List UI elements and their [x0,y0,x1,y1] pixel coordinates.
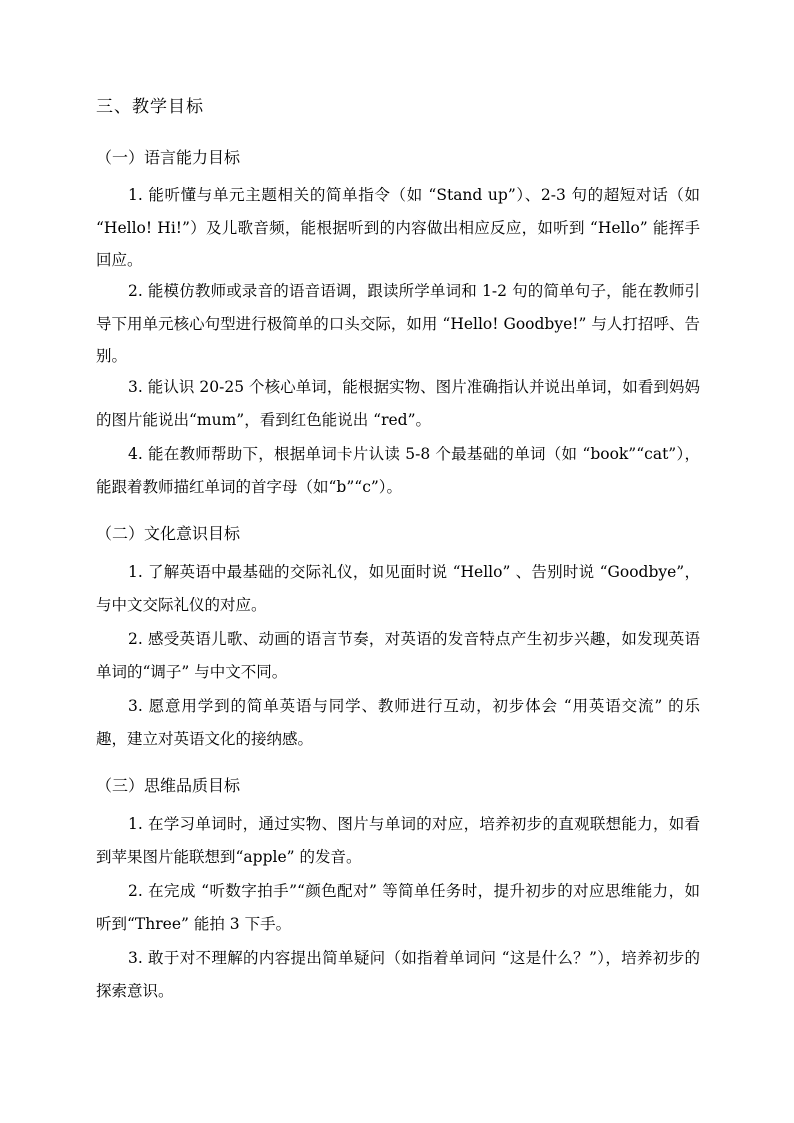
paragraph-language-2: 2. 能模仿教师或录音的语音语调，跟读所学单词和 1-2 句的简单句子，能在教师引导下用单元核心句型进行极简单的口头交际，如用 “Hello! Goodbye!” 与人打招呼、告别。 [96,282,700,365]
section-title-language: （一）语言能力目标 [96,148,241,167]
section-title-thinking: （三）思维品质目标 [96,776,241,795]
paragraph-culture-2: 2. 感受英语儿歌、动画的语言节奏，对英语的发音特点产生初步兴趣，如发现英语单词的“调子” 与中文不同。 [96,630,700,681]
section-title-culture: （二）文化意识目标 [96,524,241,543]
page-title: 三、教学目标 [96,97,204,117]
paragraph-thinking-2: 2. 在完成 “听数字拍手”“颜色配对” 等简单任务时，提升初步的对应思维能力，如听到“Three” 能拍 3 下手。 [96,882,700,933]
paragraph-language-4: 4. 能在教师帮助下，根据单词卡片认读 5-8 个最基础的单词（如 “book”“cat”），能跟着教师描红单词的首字母（如“b”“c”）。 [96,445,700,496]
paragraph-thinking-3: 3. 敢于对不理解的内容提出简单疑问（如指着单词问 “这是什么？”），培养初步的探索意识。 [96,949,700,1000]
paragraph-culture-3: 3. 愿意用学到的简单英语与同学、教师进行互动，初步体会 “用英语交流” 的乐趣，建立对英语文化的接纳感。 [96,697,700,748]
paragraph-language-3: 3. 能认识 20-25 个核心单词，能根据实物、图片准确指认并说出单词，如看到妈妈的图片能说出“mum”，看到红色能说出 “red”。 [96,378,700,429]
paragraph-culture-1: 1. 了解英语中最基础的交际礼仪，如见面时说 “Hello” 、告别时说 “Goodbye”，与中文交际礼仪的对应。 [96,563,700,614]
paragraph-thinking-1: 1. 在学习单词时，通过实物、图片与单词的对应，培养初步的直观联想能力，如看到苹果图片能联想到“apple” 的发音。 [96,815,700,866]
paragraph-language-1: 1. 能听懂与单元主题相关的简单指令（如 “Stand up”）、2-3 句的超短对话（如 “Hello! Hi!”）及儿歌音频，能根据听到的内容做出相应反应，如听到 “Hello” 能挥手回应。 [96,186,700,269]
